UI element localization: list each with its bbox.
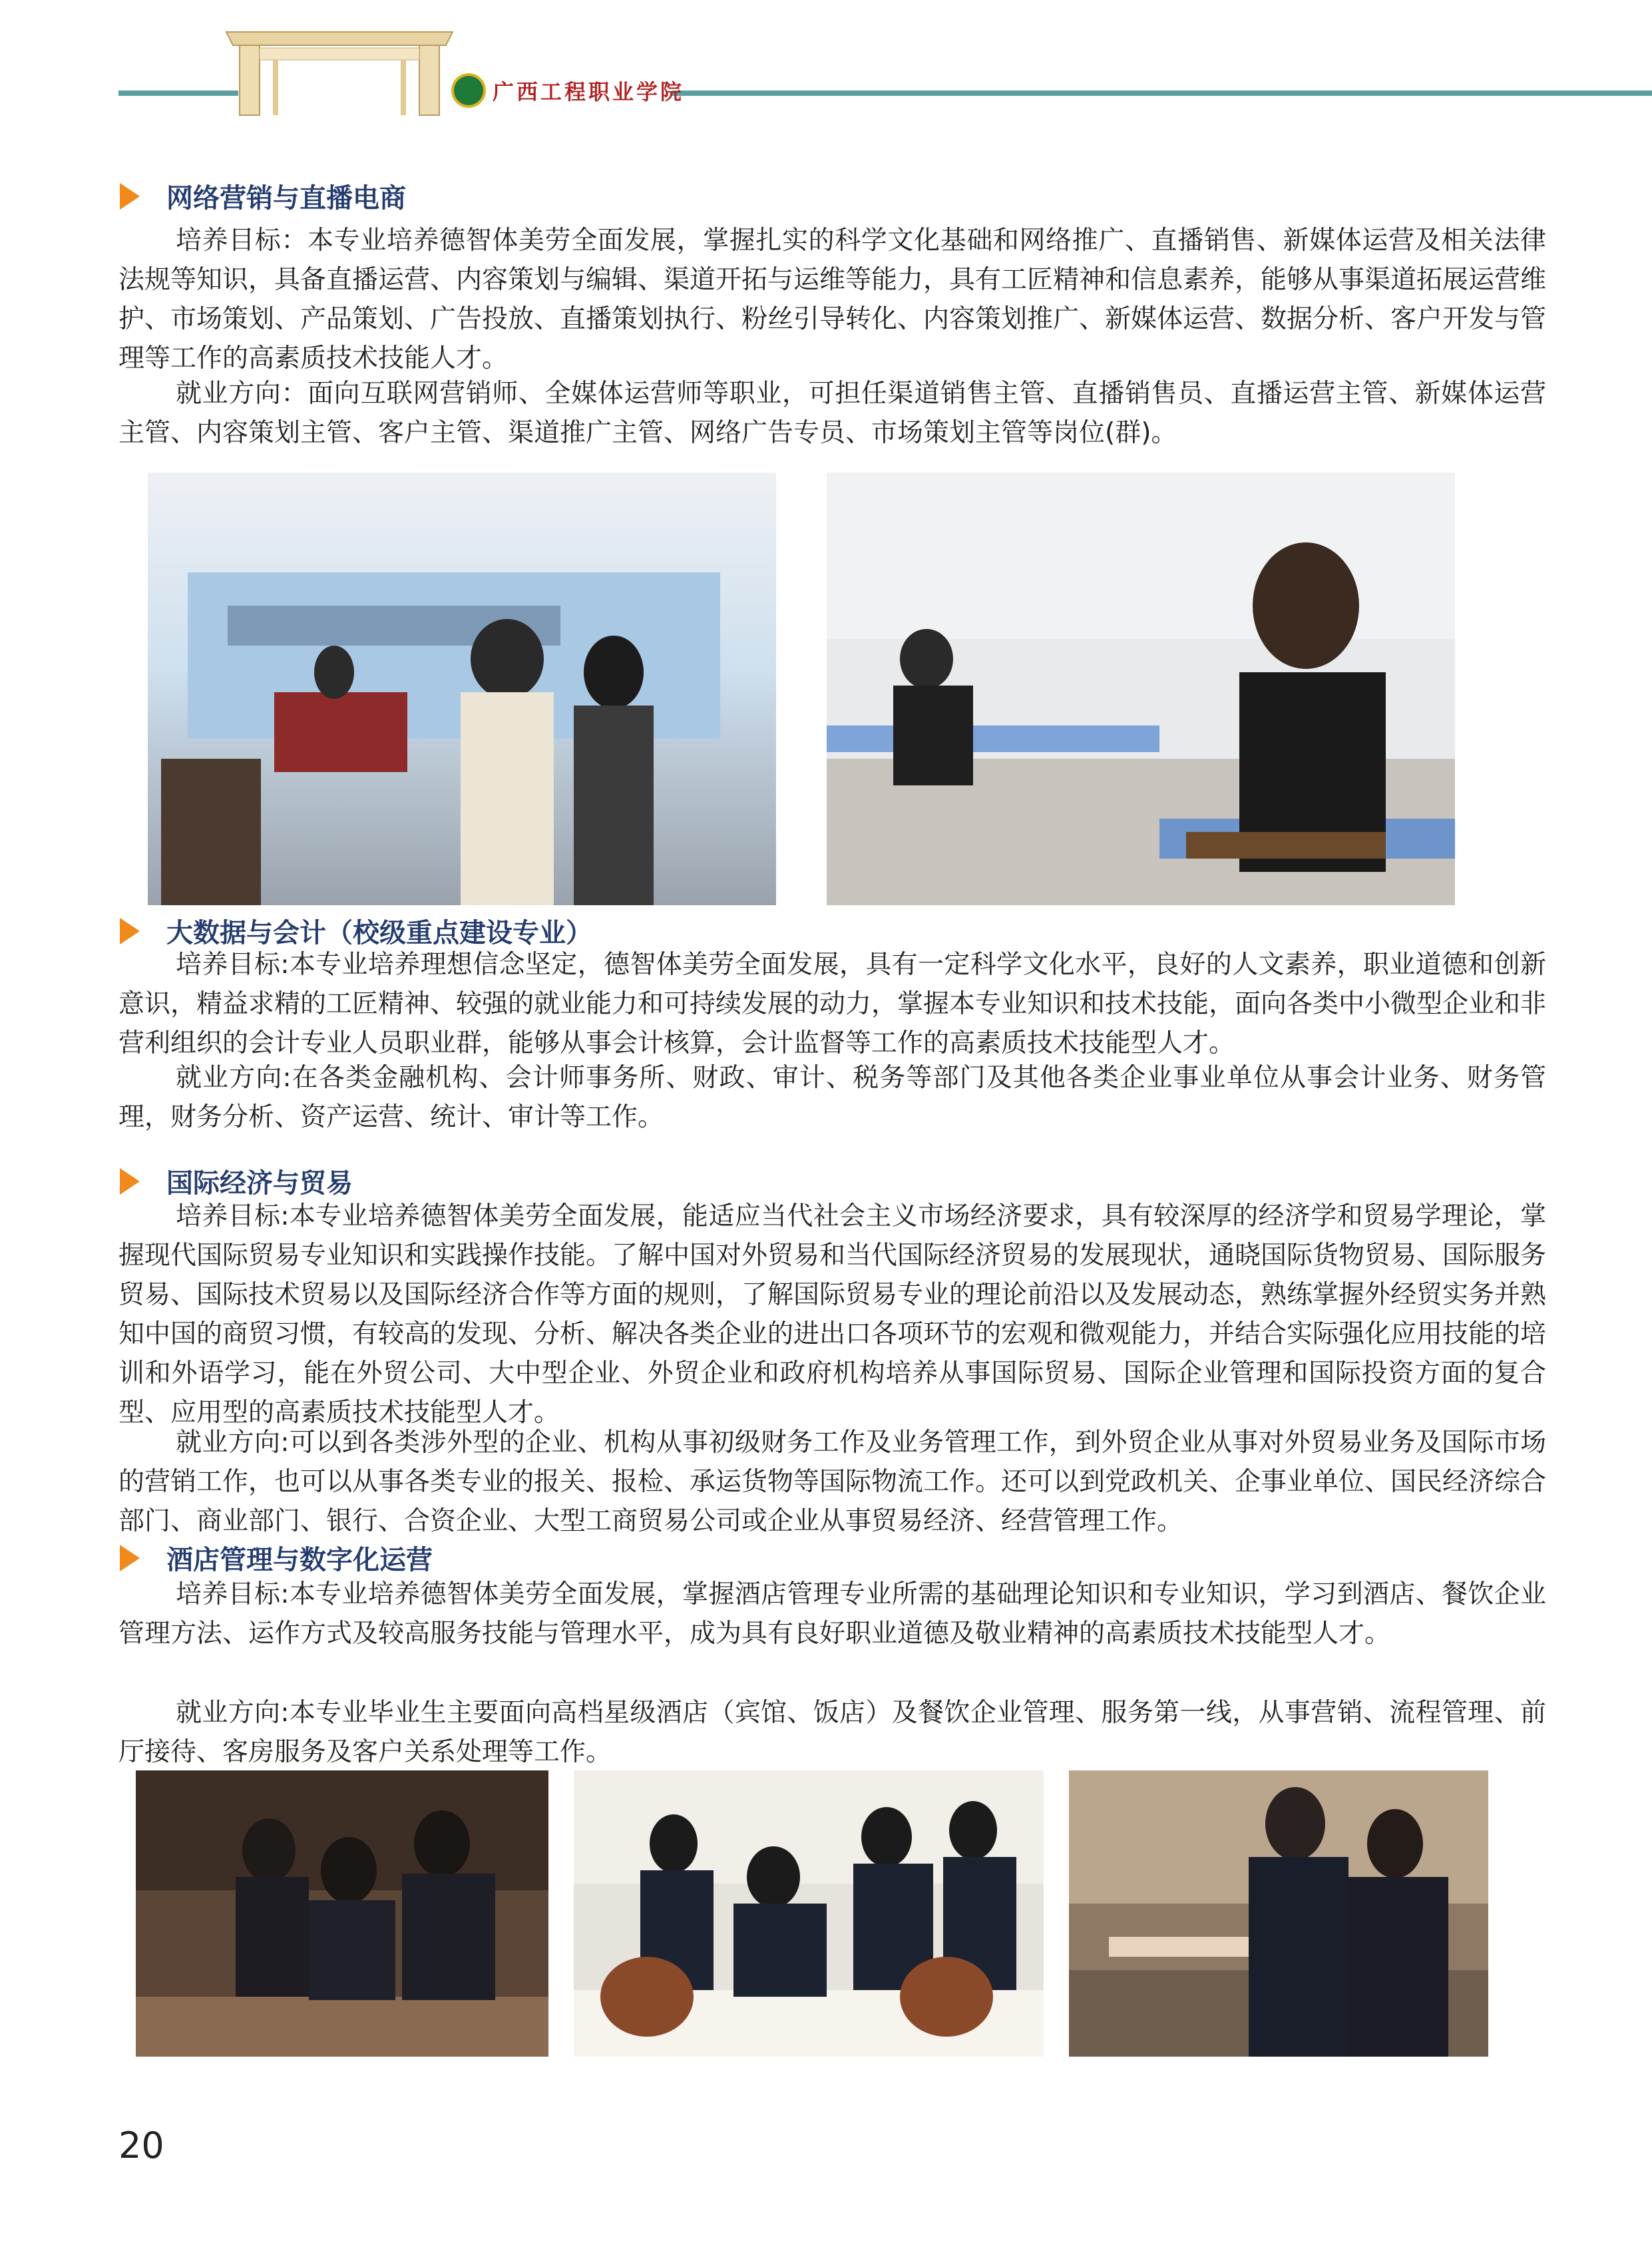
photo-hotel-front-desk <box>136 1770 548 2057</box>
school-seal-icon <box>451 73 486 108</box>
page-number: 20 <box>118 2125 164 2166</box>
section-3-goal: 培养目标:本专业培养德智体美劳全面发展，能适应当代社会主义市场经济要求，具有较深厚的经济学和贸易学理论，掌握现代国际贸易专业知识和实践操作技能。了解中国对外贸易和当代国际经济贸易的发展现状，通晓国际货物贸易、国际服务贸易、国际技术贸易以及国际经济合作等方面的规则，了解国际贸易专业的理论前沿以及发展动态，熟练掌握外经贸实务并熟知中国的商贸习惯，有较高的发现、分析、解决各类企业的进出口各项环节的宏观和微观能力，并结合实际强化应用技能的培训和外语学习，能在外贸公司、大中型企业、外贸企业和政府机构培养从事国际贸易、国际企业管理和国际投资方面的复合型、应用型的高素质技术技能型人才。 <box>118 1201 1547 1428</box>
section-4-goal: 培养目标:本专业培养德智体美劳全面发展，掌握酒店管理专业所需的基础理论知识和专业知识，学习到酒店、餐饮企业管理方法、运作方式及较高服务技能与管理水平，成为具有良好职业道德及敬业精神的高素质技术技能型人才。 <box>118 1579 1546 1649</box>
arrow-icon <box>120 1545 140 1571</box>
section-1-goal: 培养目标：本专业培养德智体美劳全面发展，掌握扎实的科学文化基础和网络推广、直播销售、新媒体运营及相关法律法规等知识，具备直播运营、内容策划与编辑、渠道开拓与运维等能力，具有工匠精神和信息素养，能够从事渠道拓展运营维护、市场策划、产品策划、广告投放、直播策划执行、粉丝引导转化、内容策划推广、新媒体运营、数据分析、客户开发与管理等工作的高素质技术技能人才。 <box>118 226 1547 373</box>
arrow-icon <box>120 183 140 210</box>
section-2-goal: 培养目标:本专业培养理想信念坚定，德智体美劳全面发展，具有一定科学文化水平，良好的人文素养，职业道德和创新意识，精益求精的工匠精神、较强的就业能力和可持续发展的动力，掌握本专业知识和技术技能，面向各类中小微型企业和非营利组织的会计专业人员职业群，能够从事会计核算，会计监督等工作的高素质技术技能型人才。 <box>118 950 1547 1058</box>
header-line-right <box>672 91 1652 96</box>
section-2-career: 就业方向:在各类金融机构、会计师事务所、财政、审计、税务等部门及其他各类企业事业单位从事会计业务、财务管理，财务分析、资产运营、统计、审计等工作。 <box>118 1063 1546 1132</box>
section-title-bigdata-accounting: 大数据与会计（校级重点建设专业） <box>120 912 592 950</box>
school-logo <box>451 72 684 109</box>
section-3-career: 就业方向:可以到各类涉外型的企业、机构从事初级财务工作及业务管理工作，到外贸企业从事对外贸易业务及国际市场的营销工作，也可以从事各类专业的报关、报检、承运货物等国际物流工作。还可以到党政机关、企事业单位、国民经济综合部门、商业部门、银行、合资企业、大型工商贸易公司或企业从事贸易经济、经营管理工作。 <box>118 1428 1547 1536</box>
arrow-icon <box>120 1168 140 1195</box>
section-title-network-marketing: 网络营销与直播电商 <box>120 177 406 215</box>
section-title-international-trade: 国际经济与贸易 <box>120 1162 353 1200</box>
section-1-career: 就业方向：面向互联网营销师、全媒体运营师等职业，可担任渠道销售主管、直播销售员、直播运营主管、新媒体运营主管、内容策划主管、客户主管、渠道推广主管、网络广告专员、市场策划主管等岗位(群)。 <box>118 379 1546 448</box>
school-name: 广西工程职业学院 <box>493 79 685 104</box>
photo-live-streaming-studio <box>148 473 776 905</box>
photo-hotel-staff-welcome <box>1069 1770 1488 2057</box>
arrow-icon <box>120 918 140 944</box>
photo-dining-service <box>574 1770 1044 2057</box>
section-title-hotel-management: 酒店管理与数字化运营 <box>120 1539 433 1577</box>
campus-gate-illustration <box>220 19 459 118</box>
section-4-career: 就业方向:本专业毕业生主要面向高档星级酒店（宾馆、饭店）及餐饮企业管理、服务第一线，从事营销、流程管理、前厅接待、客房服务及客户关系处理等工作。 <box>118 1698 1546 1767</box>
photo-abacus-classroom <box>827 473 1455 905</box>
